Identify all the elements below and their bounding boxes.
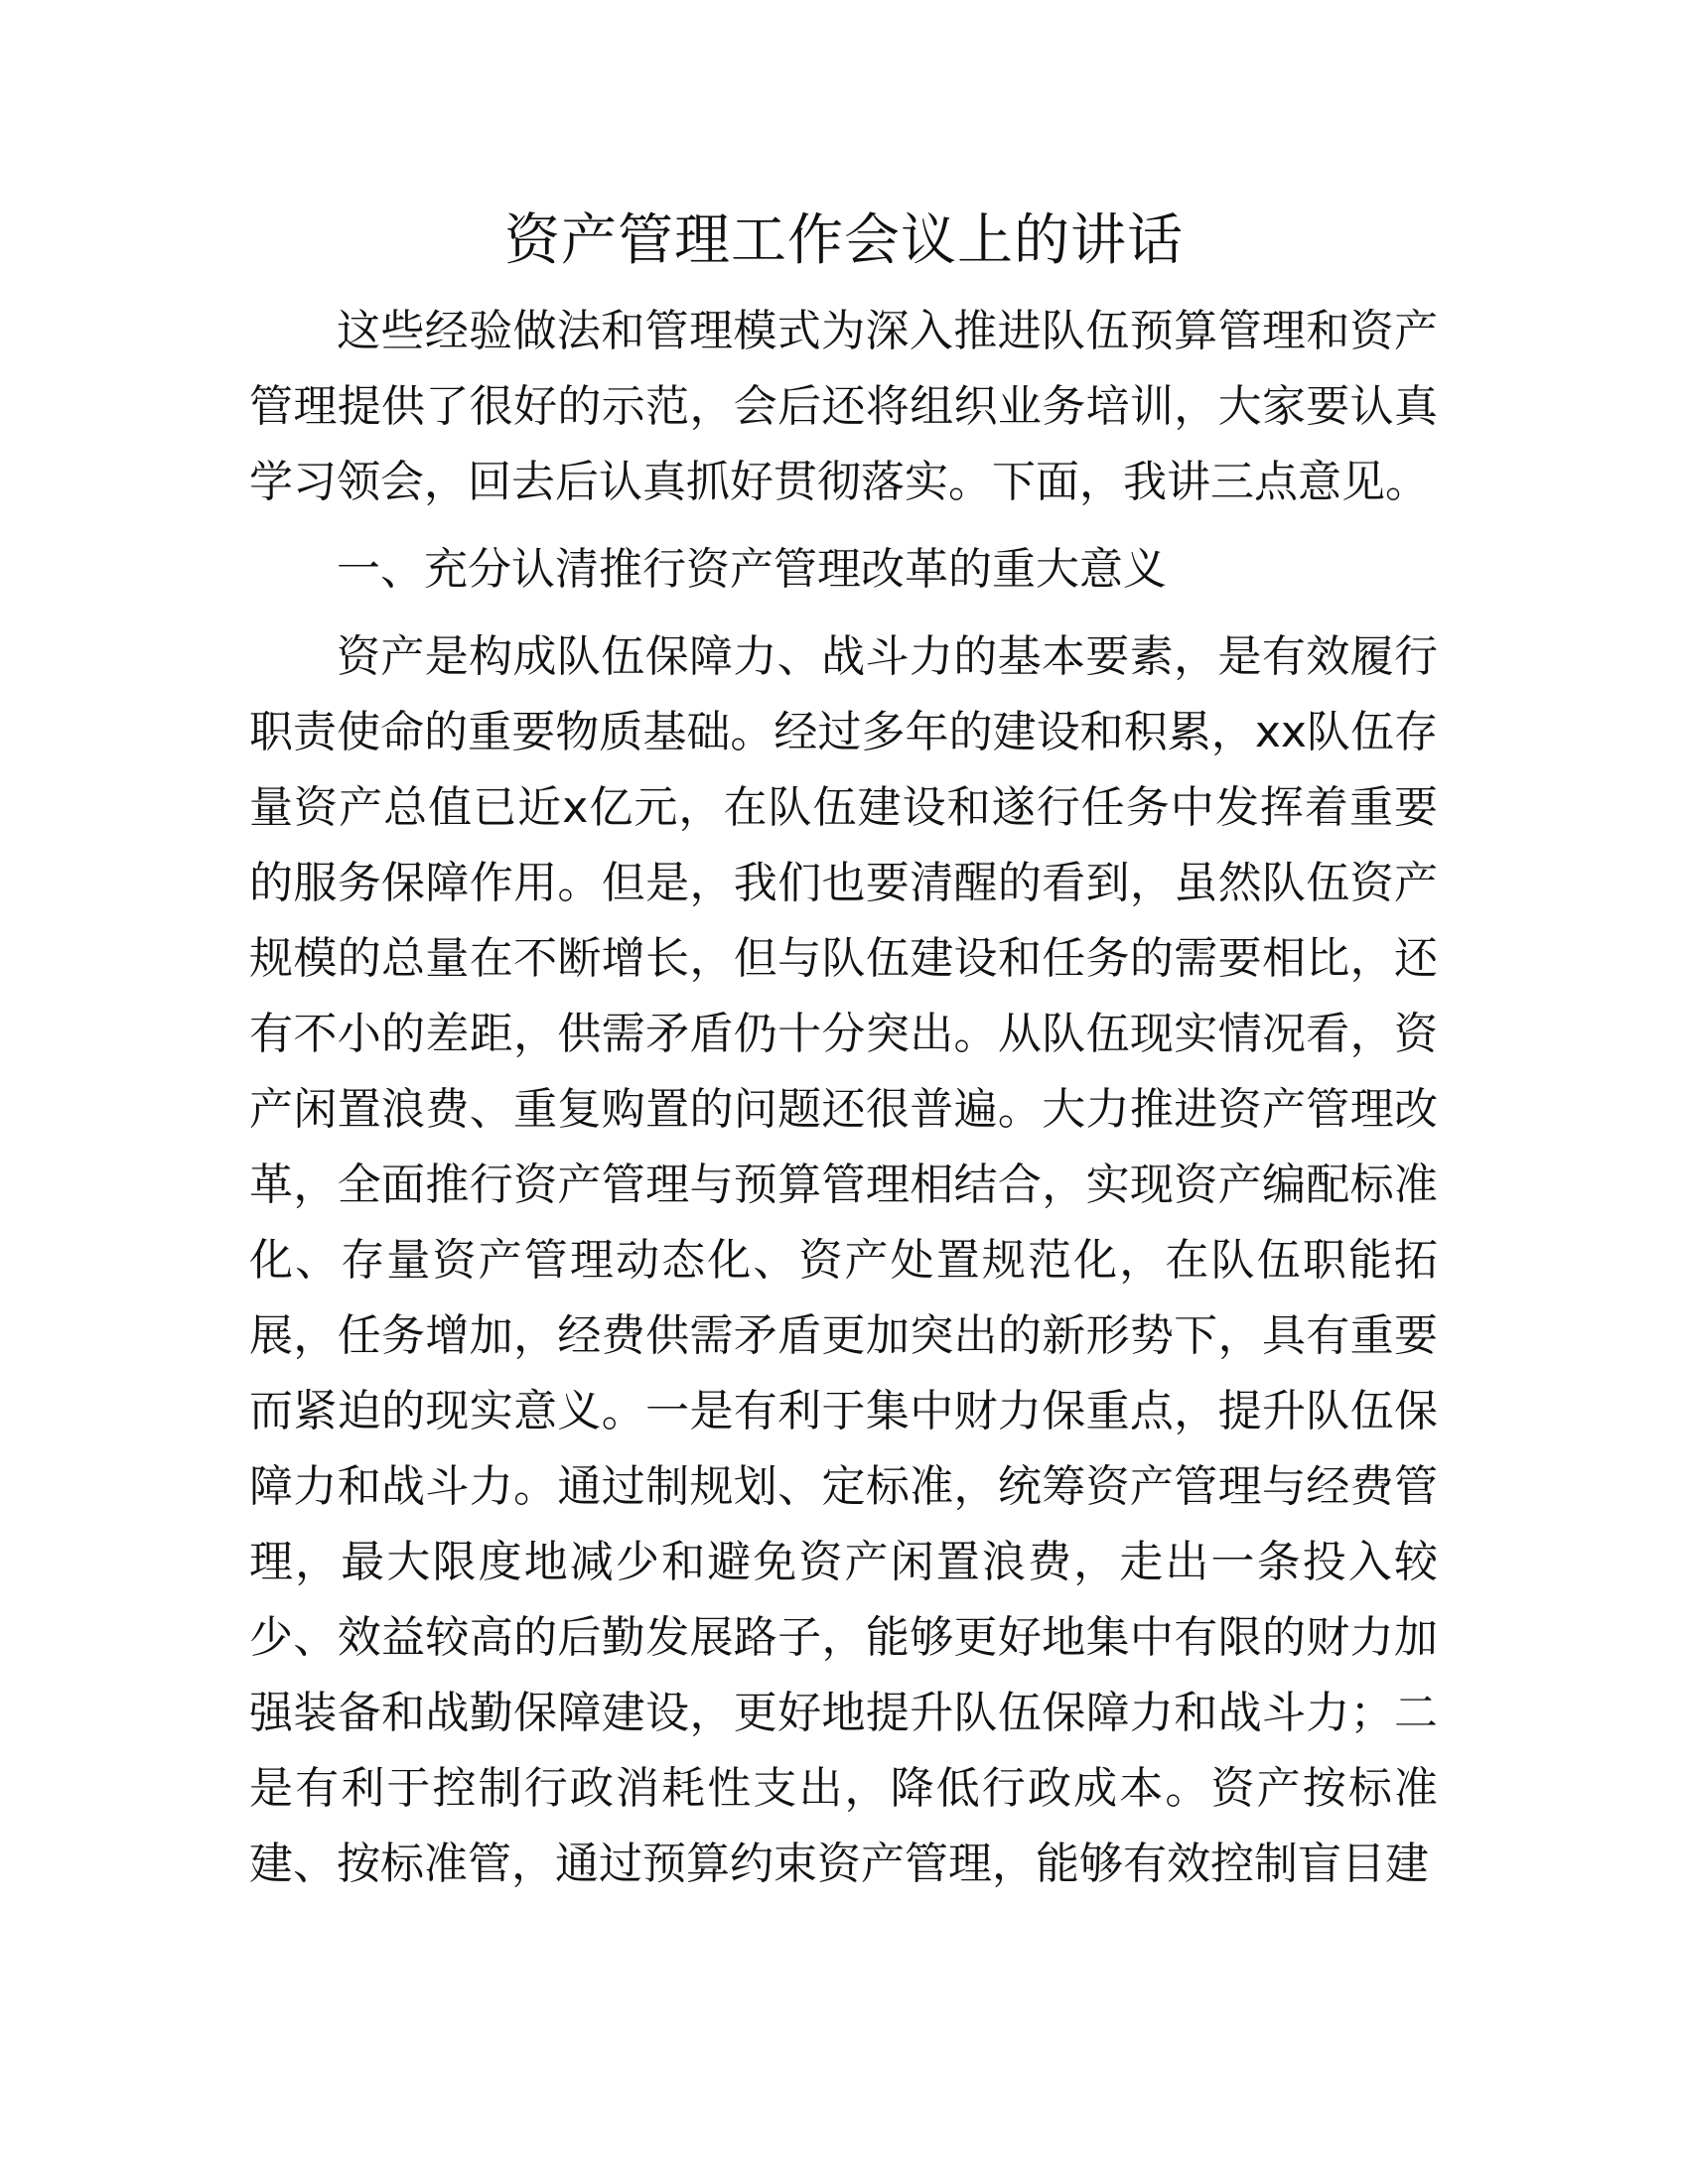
document-body xyxy=(249,294,1438,1914)
body-paragraph: 资产是构成队伍保障力、战斗力的基本要素，是有效履行职责使命的重要物质基础。经过多年的建设和积累，xx队伍存量资产总值已近x亿元，在队伍建设和遂行任务中发挥着重要的服务保障作用。但是，我们也要清醒的看到，虽然队伍资产规模的总量在不断增长，但与队伍建设和任务的需要相比，还有不小的差距，供需矛盾仍十分突出。从队伍现实情况看，资产闲置浪费、重复购置的问题还很普遍。大力推进资产管理改革，全面推行资产管理与预算管理相结合，实现资产编配标准化、存量资产管理动态化、资产处置规范化，在队伍职能拓展，任务增加，经费供需矛盾更加突出的新形势下，具有重要而紧迫的现实意义。一是有利于集中财力保重点，提升队伍保障力和战斗力。通过制规划、定标准，统筹资产管理与经费管理，最大限度地减少和避免资产闲置浪费，走出一条投入较少、效益较高的后勤发展路子，能够更好地集中有限的财力加强装备和战勤保障建设，更好地提升队伍保障力和战斗力；二是有利于控制行政消耗性支出，降低行政成本。资产按标准建、按标准管，通过预算约束资产管理，能够有效控制盲目建 xyxy=(249,631,1438,1889)
section-heading: 一、充分认清推行资产管理改革的重大意义 xyxy=(337,544,1167,595)
intro-paragraph: 这些经验做法和管理模式为深入推进队伍预算管理和资产管理提供了很好的示范，会后还将组织业务培训，大家要认真学习领会，回去后认真抓好贯彻落实。下面，我讲三点意见。 xyxy=(249,306,1438,507)
document-title: 资产管理工作会议上的讲话 xyxy=(504,208,1184,273)
